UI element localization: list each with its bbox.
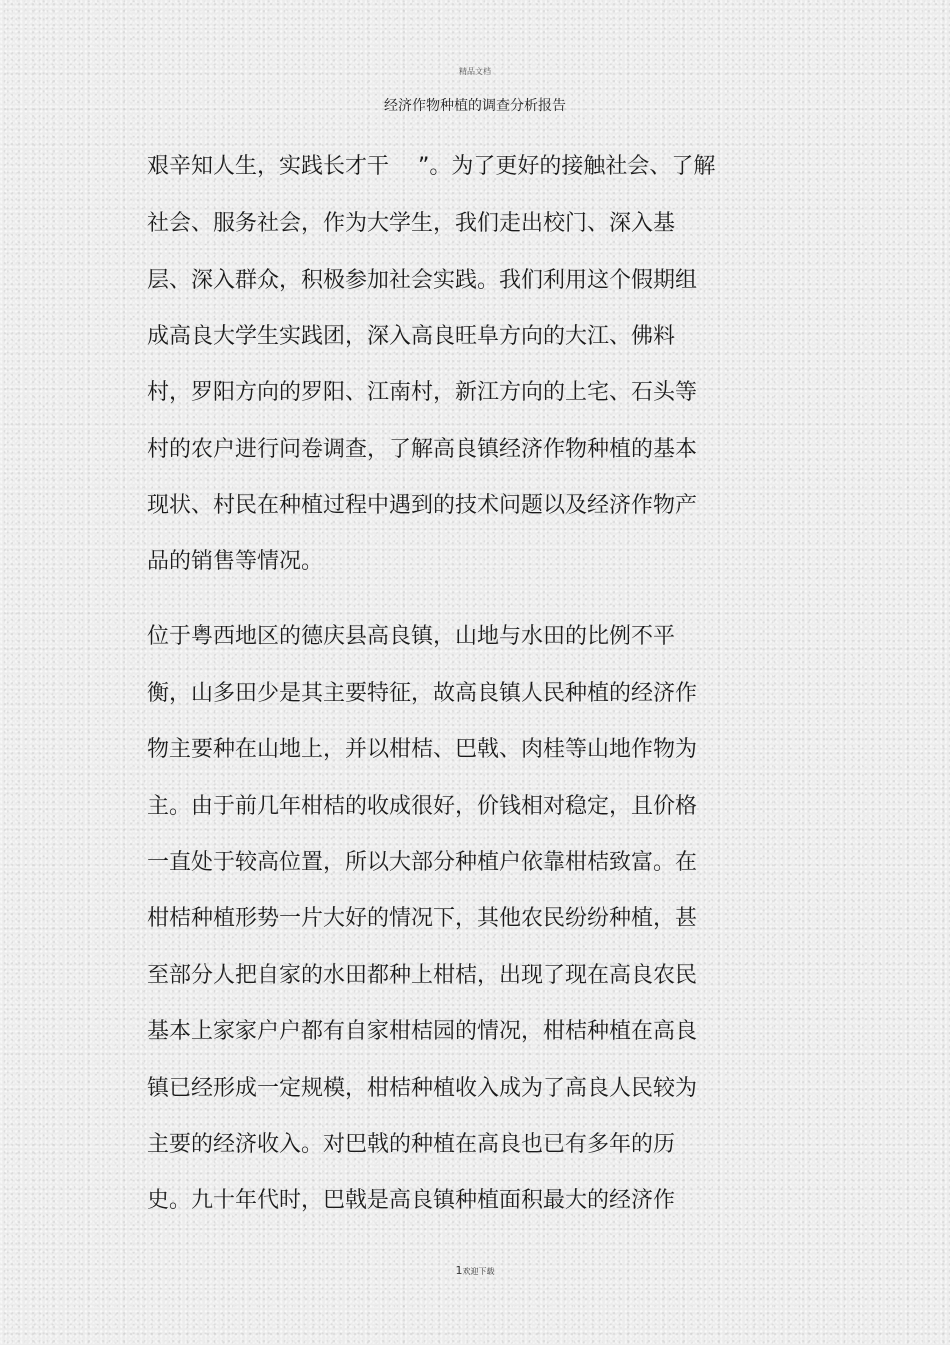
body-line: 一直处于较高位置，所以大部分种植户依靠柑桔致富。在 [147, 850, 698, 875]
document-title: 经济作物种植的调查分析报告 [384, 98, 566, 114]
page-number: 1 [455, 1264, 463, 1277]
header-watermark-text: 精品文档 [459, 67, 491, 76]
body-line: 主。由于前几年柑桔的收成很好，价钱相对稳定，且价格 [147, 794, 698, 819]
body-line: 现状、村民在种植过程中遇到的技术问题以及经济作物产 [147, 493, 698, 518]
body-line: 基本上家家户户都有自家柑桔园的情况，柑桔种植在高良 [147, 1019, 698, 1044]
body-line: 村的农户进行问卷调查，了解高良镇经济作物种植的基本 [147, 437, 698, 462]
body-line: 品的销售等情况。 [147, 549, 324, 574]
body-line: 位于粤西地区的德庆县高良镇，山地与水田的比例不平 [147, 624, 676, 649]
body-line: 社会、服务社会，作为大学生，我们走出校门、深入基 [147, 211, 676, 236]
body-line: 史。九十年代时，巴戟是高良镇种植面积最大的经济作 [147, 1188, 676, 1213]
body-line: 层、深入群众，积极参加社会实践。我们利用这个假期组 [147, 268, 698, 293]
body-line: 艰辛知人生，实践长才干 ”。为了更好的接触社会、了解 [147, 154, 716, 179]
body-line: 衡，山多田少是其主要特征，故高良镇人民种植的经济作 [147, 681, 698, 706]
body-line: 镇已经形成一定规模，柑桔种植收入成为了高良人民较为 [147, 1076, 698, 1101]
body-line: 主要的经济收入。对巴戟的种植在高良也已有多年的历 [147, 1132, 676, 1157]
body-line: 至部分人把自家的水田都种上柑桔，出现了现在高良农民 [147, 963, 698, 988]
page-footer [0, 1259, 950, 1278]
body-line: 成高良大学生实践团，深入高良旺阜方向的大江、佛料 [147, 324, 676, 349]
body-line: 柑桔种植形势一片大好的情况下，其他农民纷纷种植，甚 [147, 906, 698, 931]
footer-text: 欢迎下载 [462, 1267, 495, 1276]
body-line: 物主要种在山地上，并以柑桔、巴戟、肉桂等山地作物为 [147, 737, 698, 762]
body-line: 村，罗阳方向的罗阳、江南村，新江方向的上宅、石头等 [147, 380, 698, 405]
